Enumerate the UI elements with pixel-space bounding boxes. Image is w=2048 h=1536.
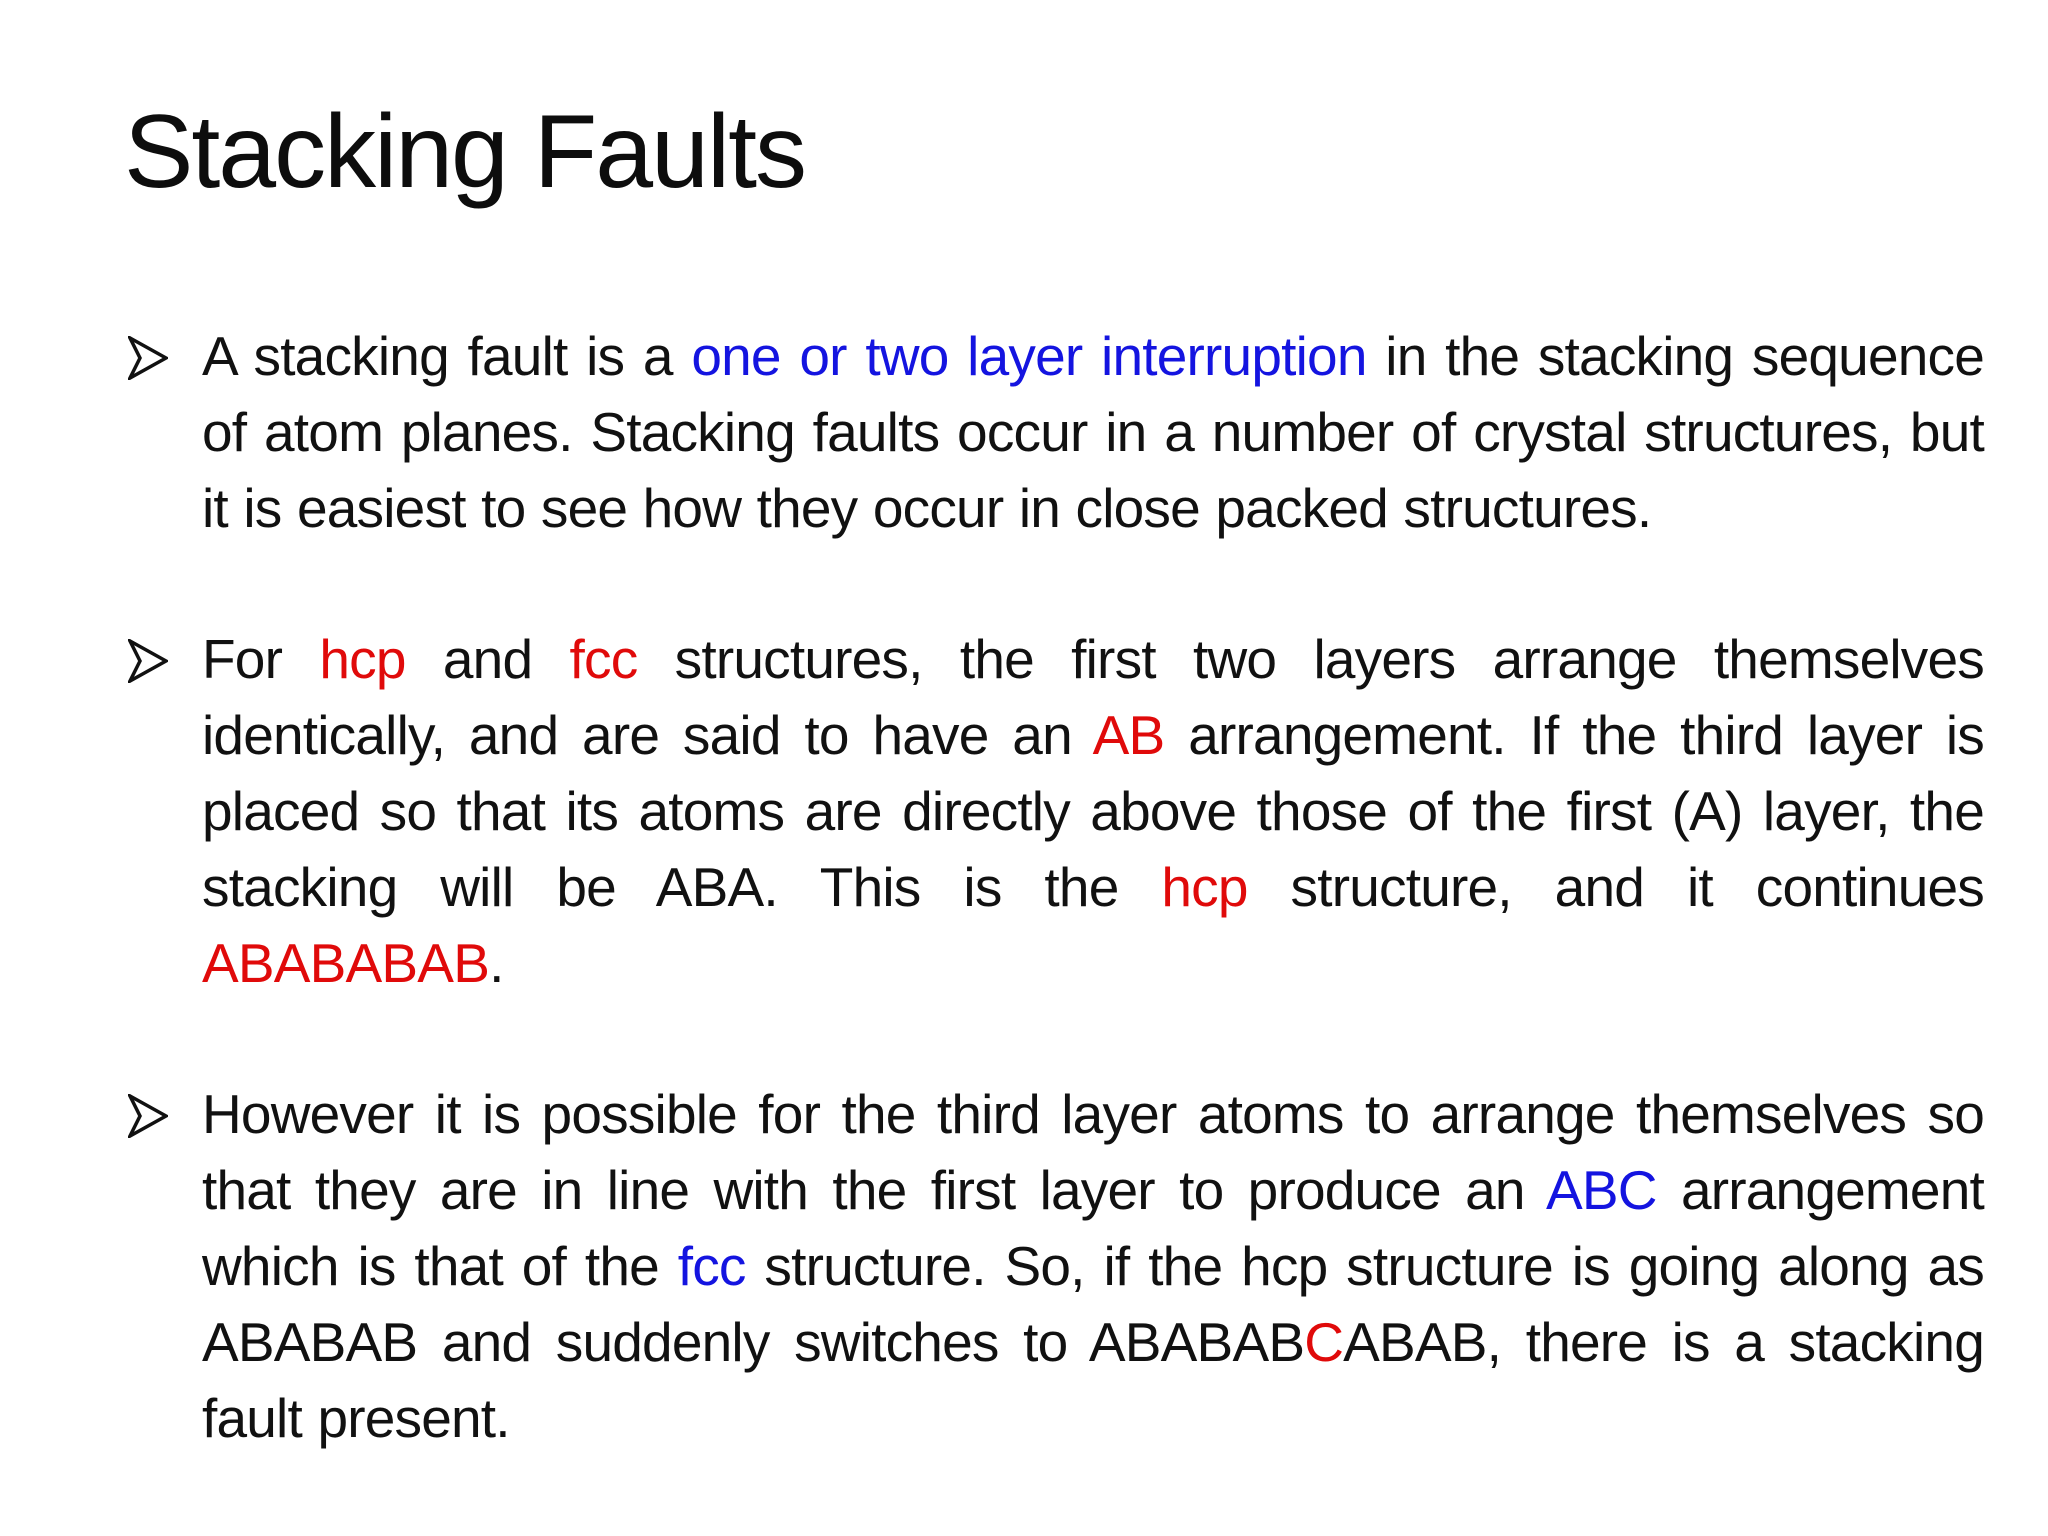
arrowhead-icon bbox=[128, 639, 168, 683]
bullet-text bbox=[202, 1076, 1984, 1456]
text-segment: structure. So, if the hcp structure is going along as ABABAB and suddenly switches to ABABAB bbox=[202, 1235, 1984, 1373]
arrowhead-icon bbox=[128, 1094, 168, 1138]
highlighted-text-blue: fcc bbox=[677, 1235, 746, 1297]
text-segment: For bbox=[202, 628, 320, 690]
text-segment: structure, and it continues bbox=[1247, 856, 1984, 918]
highlighted-text-red: hcp bbox=[319, 628, 406, 690]
arrowhead-icon bbox=[128, 336, 168, 380]
highlighted-text-red: ABABABAB bbox=[202, 932, 490, 994]
highlighted-text-blue: one or two layer interruption bbox=[691, 325, 1367, 387]
text-segment: . bbox=[489, 932, 504, 994]
text-segment: arrangement which is that of the bbox=[202, 1159, 1984, 1297]
bullet-text bbox=[202, 318, 1984, 546]
highlighted-text-red: C bbox=[1304, 1311, 1344, 1373]
bullet-item bbox=[124, 318, 1984, 546]
text-segment: and bbox=[405, 628, 570, 690]
text-segment: structures, the first two layers arrange themselves identically, and are said to have an bbox=[202, 628, 1984, 766]
text-segment: in the stacking sequence of atom planes. Stacking faults occur in a number of crystal structures, but it is easiest to see how they occur in close packed structures. bbox=[202, 325, 1985, 539]
highlighted-text-red: AB bbox=[1092, 704, 1165, 766]
bullet-text bbox=[202, 621, 1984, 1001]
bullet-item bbox=[124, 621, 1984, 1001]
bullet-list bbox=[124, 318, 1984, 1531]
text-segment: ABAB, there is a stacking fault present. bbox=[202, 1311, 1984, 1449]
highlighted-text-red: hcp bbox=[1161, 856, 1248, 918]
text-segment: However it is possible for the third layer atoms to arrange themselves so that they are in line with the first layer to produce an bbox=[202, 1083, 1984, 1221]
slide-title: Stacking Faults bbox=[124, 94, 805, 210]
text-segment: A stacking fault is a bbox=[202, 325, 692, 387]
highlighted-text-red: fcc bbox=[569, 628, 638, 690]
text-segment: arrangement. If the third layer is placed so that its atoms are directly above those of the first (A) layer, the stacking will be ABA. This is the bbox=[202, 704, 1984, 918]
highlighted-text-blue: ABC bbox=[1545, 1159, 1657, 1221]
bullet-item bbox=[124, 1076, 1984, 1456]
